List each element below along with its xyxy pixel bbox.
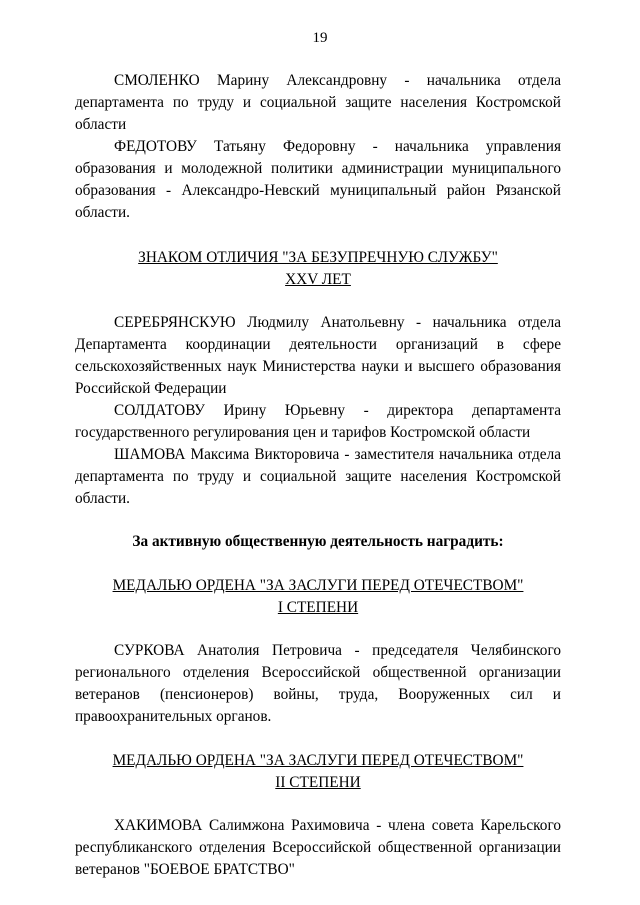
award-heading-line1: ЗНАКОМ ОТЛИЧИЯ "ЗА БЕЗУПРЕЧНУЮ СЛУЖБУ" <box>138 249 498 266</box>
list-item: ФЕДОТОВУ Татьяну Федоровну - начальника управления образования и молодежной политики администрации муниципального образования - Александро-Невский муниципальный район Рязанской области. <box>75 138 561 221</box>
document-body <box>75 70 561 881</box>
list-item: СОЛДАТОВУ Ирину Юрьевну - директора департамента государственного регулирования цен и тарифов Костромской области <box>75 402 561 441</box>
activity-title: За активную общественную деятельность наградить: <box>132 533 504 550</box>
award-heading-service <box>75 247 561 291</box>
medal2-heading-line2: II СТЕПЕНИ <box>275 774 361 791</box>
list-item: СМОЛЕНКО Марину Александровну - начальника отдела департамента по труду и социальной защите населения Костромской области <box>75 72 561 133</box>
list-item: СУРКОВА Анатолия Петровича - председателя Челябинского регионального отделения Всероссийской общественной организации ветеранов (пенсионеров) войны, труда, Вооруженных сил и правоохранительных органов. <box>75 642 561 725</box>
medal-heading-second-degree <box>75 750 561 794</box>
page-number: 19 <box>312 30 328 46</box>
list-item: СЕРЕБРЯНСКУЮ Людмилу Анатольевну - начальника отдела Департамента координации деятельности организаций в сфере сельскохозяйственных наук Министерства науки и высшего образования Российской Федерации <box>75 314 561 397</box>
list-item: ХАКИМОВА Салимжона Рахимовича - члена совета Карельского республиканского отделения Всероссийской общественной организации ветеранов "БОЕВОЕ БРАТСТВО" <box>75 817 561 878</box>
medal1-heading-line2: I СТЕПЕНИ <box>277 599 359 616</box>
medal1-heading-line1: МЕДАЛЬЮ ОРДЕНА "ЗА ЗАСЛУГИ ПЕРЕД ОТЕЧЕСТВОМ" <box>112 577 524 594</box>
list-item: ШАМОВА Максима Викторовича - заместителя начальника отдела департамента по труду и социальной защите населения Костромской области. <box>75 446 561 507</box>
medal-heading-first-degree <box>75 575 561 619</box>
award-heading-line2: XXV ЛЕТ <box>285 271 351 288</box>
medal2-heading-line1: МЕДАЛЬЮ ОРДЕНА "ЗА ЗАСЛУГИ ПЕРЕД ОТЕЧЕСТВОМ" <box>112 752 524 769</box>
